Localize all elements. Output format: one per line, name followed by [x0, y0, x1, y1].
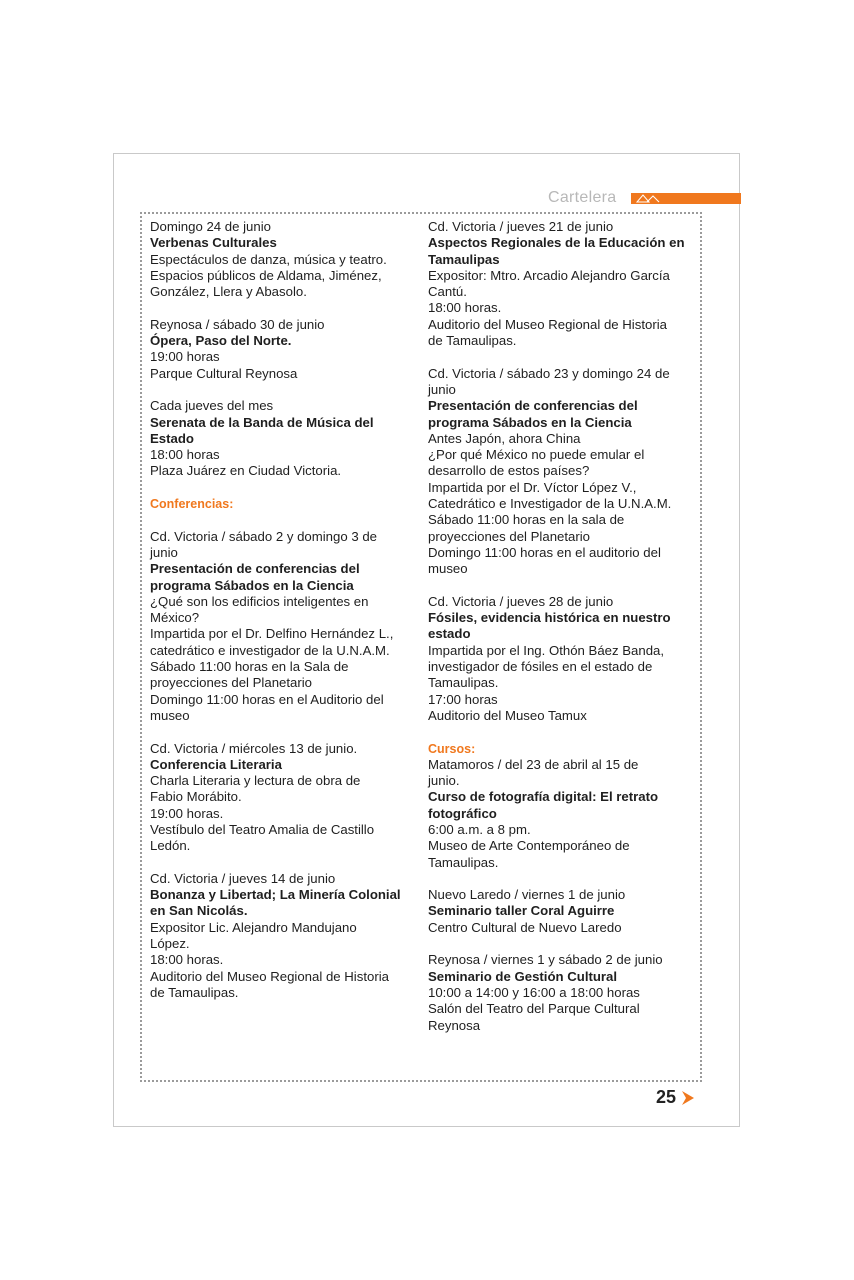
event-title: Aspectos Regionales de la Educación en [428, 235, 685, 251]
right-column [428, 219, 696, 1050]
event-info-line: Reynosa / viernes 1 y sábado 2 de junio [428, 952, 663, 968]
event-detail-line: 17:00 horas [428, 691, 498, 707]
event-detail-line: 18:00 horas [150, 447, 220, 463]
event-detail-line: Catedrático e Investigador de la U.N.A.M. [428, 496, 672, 512]
event-title: en San Nicolás. [150, 903, 248, 919]
event-detail-line: Domingo 11:00 horas en el auditorio del [428, 544, 661, 560]
event-info-line: Cd. Victoria / jueves 21 de junio [428, 219, 614, 234]
event-detail-line: Tamaulipas. [428, 675, 499, 691]
event-detail-line: Antes Japón, ahora China [428, 430, 581, 446]
event-title: estado [428, 626, 471, 642]
event-entry [150, 398, 418, 479]
event-detail-line: Auditorio del Museo Regional de Historia [150, 968, 389, 984]
event-title: fotográfico [428, 805, 497, 821]
left-column [150, 219, 418, 1018]
event-title: Serenata de la Banda de Música del [150, 414, 374, 430]
event-detail-line: catedrático e investigador de la U.N.A.M. [150, 642, 390, 658]
event-detail-line: Espacios públicos de Aldama, Jiménez, [150, 267, 382, 283]
event-entry [428, 757, 696, 871]
event-detail-line: Auditorio del Museo Regional de Historia [428, 316, 667, 332]
event-info-line: Domingo 24 de junio [150, 219, 271, 234]
event-detail-line: Fabio Morábito. [150, 789, 242, 805]
event-detail-line: Tamaulipas. [428, 854, 499, 870]
event-entry [150, 871, 418, 1001]
event-info-line: Cd. Victoria / sábado 2 y domingo 3 de [150, 528, 378, 544]
event-detail-line: Reynosa [428, 1017, 481, 1033]
event-detail-line: Centro Cultural de Nuevo Laredo [428, 919, 622, 935]
event-entry [428, 594, 696, 724]
event-detail-line: López. [150, 936, 190, 952]
section-heading: Conferencias: [150, 497, 234, 512]
event-detail-line: Sábado 11:00 horas en la Sala de [150, 659, 349, 675]
event-detail-line: Impartida por el Dr. Víctor López V., [428, 479, 637, 495]
event-info-line: junio [428, 381, 456, 397]
event-info-line: Cada jueves del mes [150, 398, 274, 414]
event-detail-line: Vestíbulo del Teatro Amalia de Castillo [150, 821, 375, 837]
event-detail-line: Impartida por el Ing. Othón Báez Banda, [428, 642, 665, 658]
event-detail-line: 19:00 horas. [150, 805, 224, 821]
event-entry [428, 366, 696, 578]
event-title: Tamaulipas [428, 251, 500, 267]
event-title: Seminario taller Coral Aguirre [428, 903, 615, 919]
event-info-line: Cd. Victoria / miércoles 13 de junio. [150, 740, 358, 756]
event-detail-line: Charla Literaria y lectura de obra de [150, 773, 361, 789]
event-entry [150, 219, 418, 300]
event-title: Presentación de conferencias del [150, 561, 360, 577]
event-detail-line: Domingo 11:00 horas en el Auditorio del [150, 691, 384, 707]
event-detail-line: proyecciones del Planetario [150, 675, 313, 691]
event-detail-line: museo [150, 707, 190, 723]
event-detail-line: Cantú. [428, 284, 467, 300]
event-info-line: junio. [428, 773, 460, 789]
event-detail-line: ¿Qué son los edificios inteligentes en [150, 593, 369, 609]
event-title: Seminario de Gestión Cultural [428, 968, 618, 984]
event-detail-line: México? [150, 610, 200, 626]
event-detail-line: 10:00 a 14:00 y 16:00 a 18:00 horas [428, 984, 640, 1000]
event-detail-line: 19:00 horas [150, 349, 220, 365]
event-detail-line: Impartida por el Dr. Delfino Hernández L., [150, 626, 394, 642]
event-info-line: Nuevo Laredo / viernes 1 de junio [428, 887, 626, 903]
event-entry [150, 529, 418, 725]
event-info-line: Cd. Victoria / sábado 23 y domingo 24 de [428, 365, 670, 381]
event-detail-line: Sábado 11:00 horas en la sala de [428, 512, 625, 528]
event-title: programa Sábados en la Ciencia [150, 577, 354, 593]
event-detail-line: Salón del Teatro del Parque Cultural [428, 1001, 640, 1017]
event-title: Ópera, Paso del Norte. [150, 333, 292, 349]
event-info-line: junio [150, 544, 178, 560]
event-detail-line: de Tamaulipas. [428, 333, 517, 349]
section-heading: Cursos: [428, 741, 476, 756]
event-title: Verbenas Culturales [150, 235, 277, 251]
event-detail-line: Museo de Arte Contemporáneo de [428, 838, 630, 854]
page-number: 25 [656, 1087, 677, 1107]
event-info-line: Cd. Victoria / jueves 28 de junio [428, 593, 614, 609]
event-entry [428, 219, 696, 349]
event-title: programa Sábados en la Ciencia [428, 414, 632, 430]
event-title: Curso de fotografía digital: El retrato [428, 789, 659, 805]
event-detail-line: 18:00 horas. [150, 952, 224, 968]
event-detail-line: 6:00 a.m. a 8 pm. [428, 821, 531, 837]
event-title: Presentación de conferencias del [428, 398, 638, 414]
event-title: Fósiles, evidencia histórica en nuestro [428, 610, 671, 626]
event-detail-line: Plaza Juárez en Ciudad Victoria. [150, 463, 342, 479]
event-detail-line: de Tamaulipas. [150, 984, 239, 1000]
event-title: Conferencia Literaria [150, 756, 282, 772]
event-title: Estado [150, 430, 194, 446]
event-detail-line: proyecciones del Planetario [428, 528, 591, 544]
header-accent-bar [631, 193, 741, 204]
event-detail-line: Expositor Lic. Alejandro Mandujano [150, 919, 357, 935]
event-detail-line: 18:00 horas. [428, 300, 502, 316]
event-title: Bonanza y Libertad; La Minería Colonial [150, 887, 401, 903]
page-arrow-icon [680, 1090, 696, 1106]
event-detail-line: desarrollo de estos países? [428, 463, 590, 479]
event-detail-line: Ledón. [150, 838, 191, 854]
event-info-line: Cd. Victoria / jueves 14 de junio [150, 870, 336, 886]
event-entry [428, 952, 696, 1033]
section-header-title: Cartelera [548, 189, 617, 206]
event-detail-line: Auditorio del Museo Tamux [428, 707, 587, 723]
event-detail-line: ¿Por qué México no puede emular el [428, 447, 645, 463]
event-detail-line: Espectáculos de danza, música y teatro. [150, 251, 387, 267]
event-detail-line: Expositor: Mtro. Arcadio Alejandro García [428, 267, 670, 283]
event-entry [428, 887, 696, 936]
event-entry [150, 317, 418, 382]
event-detail-line: museo [428, 561, 468, 577]
event-info-line: Matamoros / del 23 de abril al 15 de [428, 756, 639, 772]
event-info-line: Reynosa / sábado 30 de junio [150, 316, 325, 332]
event-detail-line: González, Llera y Abasolo. [150, 284, 307, 300]
event-detail-line: Parque Cultural Reynosa [150, 365, 298, 381]
event-detail-line: investigador de fósiles en el estado de [428, 659, 653, 675]
masks-icon [635, 194, 665, 203]
event-entry [150, 741, 418, 855]
